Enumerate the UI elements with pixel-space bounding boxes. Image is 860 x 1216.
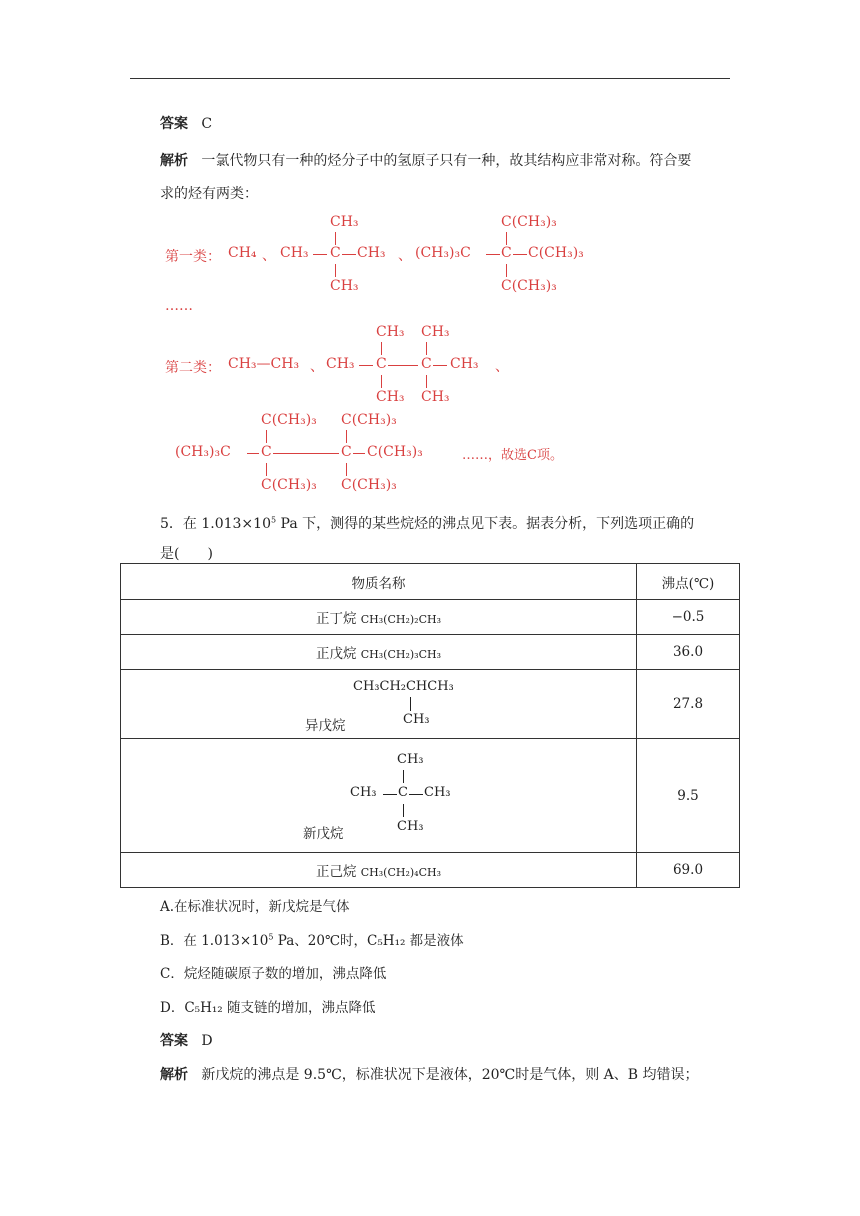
ch3-bottom: CH₃ — [330, 278, 359, 294]
option-d: D．C₅H₁₂ 随支链的增加，沸点降低 — [160, 1000, 376, 1016]
bond — [486, 254, 500, 255]
row-bp: 36.0 — [637, 635, 740, 670]
question-5-line-2: 是( ) — [160, 546, 213, 562]
analysis-text-2: 新戊烷的沸点是 9.5℃，标准状况下是液体，20℃时是气体，则 A、B 均错误； — [201, 1067, 699, 1083]
row-bp: −0.5 — [637, 600, 740, 635]
header-name: 物质名称 — [121, 564, 637, 600]
bond — [410, 697, 411, 711]
analysis-line-2: 求的烃有两类： — [160, 186, 258, 202]
bond — [506, 232, 507, 245]
answer-value: D — [201, 1033, 213, 1049]
ch3-bot-l: CH₃ — [376, 389, 405, 405]
ethane-formula: CH₃—CH₃ — [228, 356, 300, 372]
bond — [346, 463, 347, 476]
table-row — [121, 670, 740, 739]
bond — [313, 254, 327, 255]
tbu-right: C(CH₃)₃ — [528, 245, 584, 261]
class1-label: 第一类： — [165, 249, 221, 265]
separator: 、 — [495, 359, 509, 375]
separator: 、 — [398, 248, 412, 264]
tbu-left-2: (CH₃)₃C — [175, 444, 231, 460]
bond — [342, 254, 356, 255]
ch3-right-2: CH₃ — [450, 356, 479, 372]
bond — [426, 375, 427, 388]
ch3-left: CH₃ — [280, 245, 309, 261]
bond — [266, 430, 267, 443]
row-name-cell: 正丁烷 CH₃(CH₂)₂CH₃ — [121, 600, 637, 635]
bond — [388, 365, 418, 366]
row-bp: 27.8 — [637, 670, 740, 739]
ch3-top-r: CH₃ — [421, 324, 450, 340]
neo-c: C — [398, 785, 408, 800]
bond — [359, 365, 373, 366]
option-a: A.在标准状况时，新戊烷是气体 — [160, 899, 350, 915]
boiling-point-table — [120, 563, 740, 888]
bond — [383, 794, 397, 795]
bond — [346, 430, 347, 443]
neo-ch3-top: CH₃ — [397, 752, 424, 767]
table-row — [121, 600, 740, 635]
answer-label: 答案 — [160, 116, 188, 132]
ch3-top-l: CH₃ — [376, 324, 405, 340]
c-b: C — [341, 444, 352, 460]
row-bp: 9.5 — [637, 739, 740, 853]
bond — [409, 794, 423, 795]
option-b: B．在 $1.013\times 10^5$ Pa、20℃时，C₅H₁₂ 都是液体 — [160, 932, 464, 949]
tbu-top-a: C(CH₃)₃ — [261, 412, 317, 428]
row-name-cell: 正戊烷 CH₃(CH₂)₃CH₃ — [121, 635, 637, 670]
bond — [433, 365, 447, 366]
separator: 、 — [310, 359, 324, 375]
isopentane-branch: CH₃ — [403, 712, 430, 727]
ellipsis: …… — [165, 298, 193, 314]
answer-label: 答案 — [160, 1033, 188, 1049]
class2-tail: ……，故选C项。 — [462, 448, 563, 463]
tbu-bot-b: C(CH₃)₃ — [341, 477, 397, 493]
ch3-bot-r: CH₃ — [421, 389, 450, 405]
tbu-left: (CH₃)₃C — [415, 245, 471, 261]
table-row — [121, 635, 740, 670]
bond — [403, 770, 404, 783]
bond — [335, 264, 336, 277]
bond — [426, 342, 427, 355]
bond — [513, 254, 527, 255]
neo-ch3-bottom: CH₃ — [397, 819, 424, 834]
c-left: C — [376, 356, 387, 372]
neo-ch3-right: CH₃ — [424, 785, 451, 800]
answer-line-1 — [160, 113, 212, 133]
ch3-left-2: CH₃ — [326, 356, 355, 372]
central-c-2: C — [501, 245, 512, 261]
table-row — [121, 739, 740, 853]
analysis-line-1 — [160, 150, 691, 170]
central-c: C — [330, 245, 341, 261]
answer-line-2 — [160, 1030, 213, 1050]
bond — [247, 453, 259, 454]
answer-value: C — [201, 116, 213, 132]
bond — [381, 342, 382, 355]
bond — [403, 804, 404, 817]
neopentane-name: 新戊烷 — [303, 826, 344, 842]
tbu-bottom: C(CH₃)₃ — [501, 278, 557, 294]
ch3-right: CH₃ — [357, 245, 386, 261]
question-5-line-1: 5．在 $1.013\times 10^5$ Pa 下，测得的某些烷烃的沸点见下表。据表分析，下列选项正确的 — [160, 515, 695, 532]
tbu-bot-a: C(CH₃)₃ — [261, 477, 317, 493]
bond — [353, 453, 365, 454]
separator: 、 — [262, 248, 276, 264]
c-a: C — [261, 444, 272, 460]
option-c: C．烷烃随碳原子数的增加，沸点降低 — [160, 966, 387, 982]
bond — [273, 453, 339, 454]
table-header-row — [121, 564, 740, 600]
class2-label: 第二类： — [165, 360, 221, 376]
row-name-cell — [121, 739, 637, 853]
tbu-top: C(CH₃)₃ — [501, 214, 557, 230]
ch4-formula: CH₄ — [228, 245, 257, 261]
ch3-top: CH₃ — [330, 214, 359, 230]
analysis-text-1: 一氯代物只有一种的烃分子中的氢原子只有一种，故其结构应非常对称。符合要 — [201, 153, 692, 169]
bond — [381, 375, 382, 388]
row-name-cell — [121, 670, 637, 739]
analysis-line-3 — [160, 1064, 699, 1084]
tbu-top-b: C(CH₃)₃ — [341, 412, 397, 428]
bond — [335, 232, 336, 245]
table-row — [121, 853, 740, 888]
analysis-label: 解析 — [160, 1067, 188, 1083]
c-right: C — [421, 356, 432, 372]
isopentane-name: 异戊烷 — [305, 718, 346, 734]
neo-ch3-left: CH₃ — [350, 785, 377, 800]
row-bp: 69.0 — [637, 853, 740, 888]
isopentane-chain: CH₃CH₂CHCH₃ — [353, 679, 454, 694]
analysis-label: 解析 — [160, 153, 188, 169]
header-rule — [130, 78, 730, 79]
bond — [506, 264, 507, 277]
row-name-cell: 正己烷 CH₃(CH₂)₄CH₃ — [121, 853, 637, 888]
bond — [266, 463, 267, 476]
tbu-right-2: C(CH₃)₃ — [367, 444, 423, 460]
header-bp: 沸点(℃) — [637, 564, 740, 600]
